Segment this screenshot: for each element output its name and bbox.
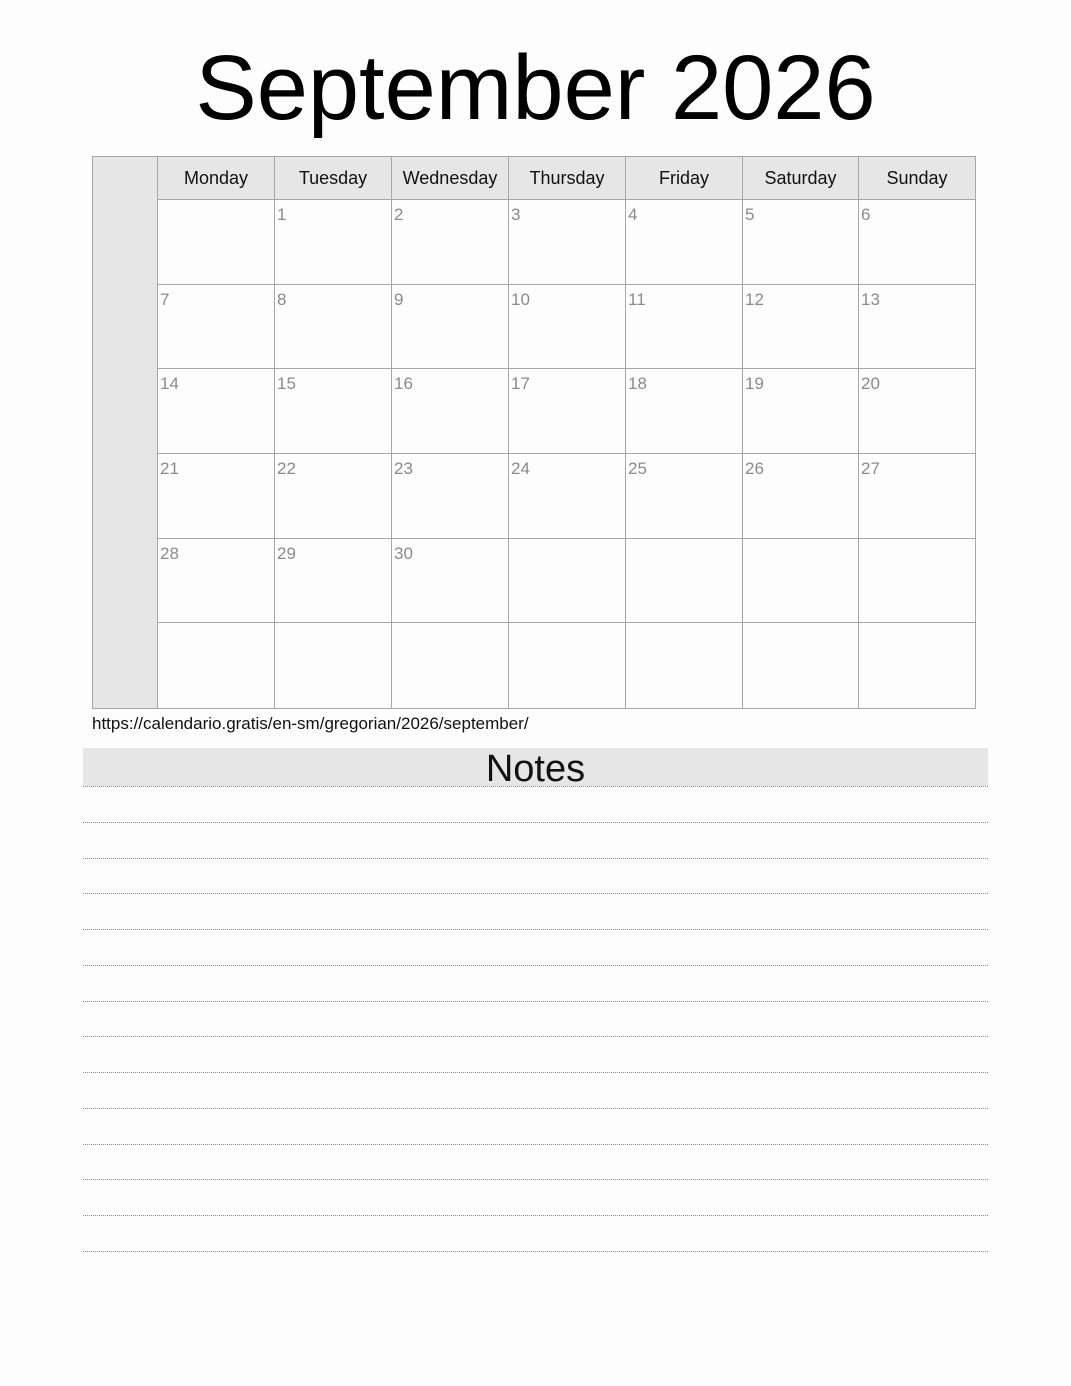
day-cell [275,200,392,285]
day-cell [509,285,626,370]
note-line [83,965,988,966]
day-cell [509,539,626,624]
day-cell [743,200,859,285]
calendar-grid [92,156,976,709]
day-cell [626,623,743,708]
weekday-header-wednesday: Wednesday [392,157,509,200]
day-cell [743,454,859,539]
day-cell [859,369,975,454]
day-cell [392,369,509,454]
day-cell [158,539,275,624]
day-number: 2 [394,205,404,224]
day-number: 26 [745,458,764,478]
day-cell [743,539,859,624]
weekday-header-sunday: Sunday [859,157,975,200]
day-number: 25 [628,458,647,478]
note-line [83,786,988,787]
day-cell [859,285,975,370]
day-cell [158,369,275,454]
day-cell [392,623,509,708]
day-cell [158,285,275,370]
day-number: 17 [511,374,530,394]
note-line [83,1144,988,1145]
day-cell [859,200,975,285]
day-number: 18 [628,374,647,394]
day-number: 13 [861,289,880,309]
day-cell [743,369,859,454]
day-number: 7 [160,289,170,309]
day-number: 10 [511,289,530,309]
day-cell [743,285,859,370]
day-number: 23 [394,458,413,478]
day-number: 24 [511,458,530,478]
note-line [83,1215,988,1216]
note-line [83,1001,988,1002]
day-cell [626,200,743,285]
day-number: 5 [745,205,755,224]
day-cell [275,454,392,539]
day-number: 20 [861,374,880,394]
day-cell [158,623,275,708]
weekday-header-tuesday: Tuesday [275,157,392,200]
day-number: 1 [277,205,287,224]
day-number: 8 [277,289,287,309]
day-cell [158,454,275,539]
day-number: 9 [394,289,404,309]
note-line [83,1036,988,1037]
day-number: 15 [277,374,296,394]
day-number: 12 [745,289,764,309]
day-number: 22 [277,458,296,478]
day-cell [626,539,743,624]
day-number: 4 [628,205,638,224]
note-line [83,858,988,859]
day-cell [392,454,509,539]
day-number: 11 [628,289,646,309]
day-cell [859,623,975,708]
day-cell [275,623,392,708]
day-cell [859,539,975,624]
note-line [83,1251,988,1252]
day-cell [509,454,626,539]
note-line [83,1108,988,1109]
note-line [83,893,988,894]
weekday-header-saturday: Saturday [743,157,859,200]
weekday-header-monday: Monday [158,157,275,200]
day-number: 16 [394,374,413,394]
day-cell [509,623,626,708]
day-cell [626,285,743,370]
notes-heading: Notes [83,748,988,786]
day-cell [392,539,509,624]
note-line [83,1179,988,1180]
month-table [158,157,975,708]
day-cell [158,200,275,285]
calendar-title: September 2026 [195,37,876,139]
note-line [83,822,988,823]
source-url: https://calendario.gratis/en-sm/gregorian/2026/september/ [92,714,529,733]
day-number: 21 [160,458,179,478]
day-cell [509,369,626,454]
day-number: 14 [160,374,179,394]
note-line [83,929,988,930]
weekday-header-thursday: Thursday [509,157,626,200]
day-cell [275,285,392,370]
week-number-column [93,157,158,708]
day-cell [859,454,975,539]
day-cell [275,369,392,454]
day-number: 27 [861,458,880,478]
day-number: 30 [394,543,413,563]
day-cell [509,200,626,285]
day-number: 29 [277,543,296,563]
weekday-header-friday: Friday [626,157,743,200]
day-number: 6 [861,205,871,224]
day-number: 3 [511,205,521,224]
day-cell [626,369,743,454]
day-cell [392,200,509,285]
day-cell [275,539,392,624]
day-cell [626,454,743,539]
day-cell [392,285,509,370]
day-cell [743,623,859,708]
day-number: 19 [745,374,764,394]
note-line [83,1072,988,1073]
day-number: 28 [160,543,179,563]
